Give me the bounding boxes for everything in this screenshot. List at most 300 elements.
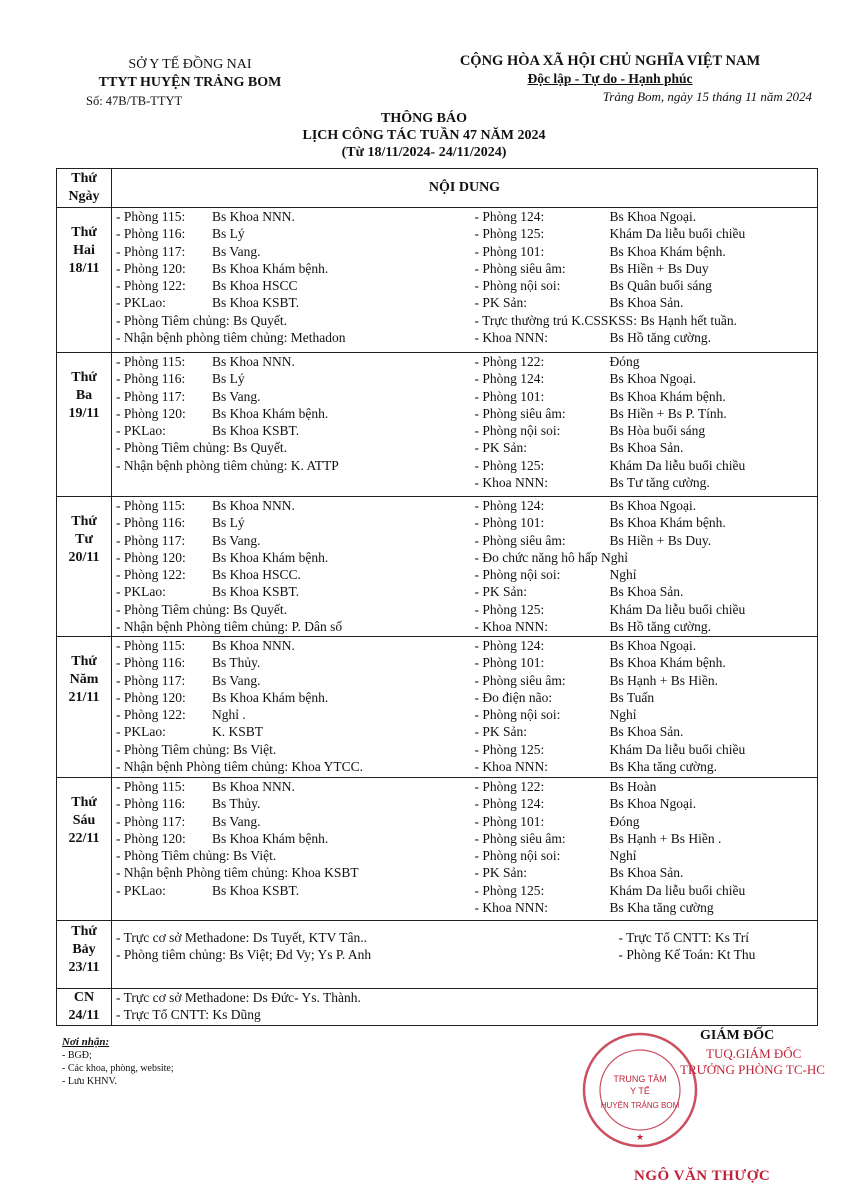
day-label-line: Năm xyxy=(69,672,99,687)
assignment-line xyxy=(116,1006,463,1023)
assignment-line xyxy=(475,830,816,847)
assignment-line xyxy=(116,672,463,689)
assignment-staff: Bs Khoa Sản. xyxy=(609,584,684,600)
assignment-staff: Bs Khoa Khám bệnh. xyxy=(212,549,329,565)
assignment-line xyxy=(475,882,816,899)
assignment-location: - Phòng 101: xyxy=(474,515,545,531)
assignment-location: - Khoa NNN: xyxy=(474,330,548,346)
assignment-location: - Phòng siêu âm: xyxy=(474,260,566,276)
assignment-location: - Trực cơ sở Methadone: Ds Tuyết, KTV Tân.. xyxy=(116,930,367,945)
right-column xyxy=(465,353,818,491)
assignment-location: - PK Sản: xyxy=(474,295,528,311)
signer-position: GIÁM ĐỐC xyxy=(700,1028,775,1043)
day-label-line: Thứ xyxy=(71,924,97,939)
assignment-staff: K. KSBT xyxy=(212,724,264,740)
assignment-line xyxy=(116,929,463,946)
assignment-line xyxy=(116,405,463,422)
assignment-staff: Bs Khoa Ngoại. xyxy=(609,371,697,387)
assignment-location: - Phòng siêu âm: xyxy=(474,532,566,548)
assignment-location: - Phòng 124: xyxy=(474,209,545,224)
recipients-block xyxy=(62,1036,174,1088)
day-label-cell xyxy=(57,778,112,921)
assignment-line xyxy=(116,654,463,671)
assignment-line xyxy=(619,929,816,946)
assignment-staff: Bs Khoa Sản. xyxy=(609,865,684,881)
assignment-line xyxy=(475,795,816,812)
assignment-location: - Phòng nội soi: xyxy=(474,278,561,294)
assignment-staff: Bs Vang. xyxy=(212,532,261,548)
recipients-title: Nơi nhận: xyxy=(62,1036,110,1048)
parent-agency: SỞ Y TẾ ĐỒNG NAI xyxy=(128,57,252,72)
assignment-location: - Phòng 125: xyxy=(474,457,545,473)
assignment-line xyxy=(116,549,463,566)
assignment-line xyxy=(475,899,816,916)
assignment-line xyxy=(475,514,816,531)
assignment-staff: Bs Khoa Sản. xyxy=(609,440,684,456)
assignment-line xyxy=(475,439,816,456)
day-label-cell xyxy=(57,497,112,637)
day-content-cell xyxy=(112,921,818,989)
assignment-line xyxy=(475,637,816,654)
assignment-staff: Bs Vang. xyxy=(212,813,261,829)
assignment-location: - PK Sản: xyxy=(474,584,528,600)
assignment-staff: Bs Thủy. xyxy=(212,796,261,812)
day-row xyxy=(57,989,818,1026)
assignment-staff: Bs Vang. xyxy=(212,672,261,688)
assignment-location: - Phòng 122: xyxy=(116,278,186,294)
left-column xyxy=(112,637,465,775)
assignment-line xyxy=(475,294,816,311)
signer-name: NGÔ VĂN THƯỢC xyxy=(634,1168,771,1184)
assignment-line xyxy=(116,758,463,775)
recipient-item: - Các khoa, phòng, website; xyxy=(62,1063,174,1074)
assignment-line xyxy=(475,778,816,795)
assignment-line xyxy=(475,243,816,260)
assignment-location: - Phòng 117: xyxy=(116,532,186,548)
assignment-location: - Phòng 101: xyxy=(474,243,545,259)
assignment-line xyxy=(116,208,463,225)
assignment-location: - Phòng 116: xyxy=(116,655,186,671)
assignment-location: - Phòng 115: xyxy=(116,354,186,369)
assignment-line xyxy=(116,439,463,456)
left-column xyxy=(112,497,465,635)
assignment-line xyxy=(475,474,816,491)
assignment-line xyxy=(116,532,463,549)
assignment-staff: Bs Khoa NNN. xyxy=(212,779,295,794)
assignment-location: - Phòng 122: xyxy=(116,707,186,723)
day-row xyxy=(57,208,818,353)
assignment-staff: Khám Da liễu buổi chiều xyxy=(609,457,746,473)
assignment-staff: Bs Hồ tăng cường. xyxy=(609,330,711,346)
assignment-location: - Phòng nội soi: xyxy=(474,707,561,723)
assignment-staff: Bs Kha tăng cường xyxy=(609,900,714,916)
assignment-location: - Nhận bệnh phòng tiêm chủng: K. ATTP xyxy=(116,457,339,473)
assignment-line xyxy=(116,882,463,899)
assignment-staff: Bs Khoa HSCC. xyxy=(212,567,301,583)
assignment-staff: Bs Khoa KSBT. xyxy=(212,295,300,311)
assignment-staff: Bs Vang. xyxy=(212,243,261,259)
assignment-line xyxy=(116,741,463,758)
assignment-line xyxy=(116,989,463,1006)
assignment-line xyxy=(475,813,816,830)
assignment-line xyxy=(475,422,816,439)
assignment-line xyxy=(475,618,816,635)
assignment-staff: Bs Hạnh + Bs Hiền. xyxy=(609,672,718,688)
assignment-location: - Trực Tổ CNTT: Ks Trí xyxy=(618,930,750,945)
assignment-location: - Phòng 124: xyxy=(474,498,545,513)
day-content-cell xyxy=(112,989,818,1026)
assignment-line xyxy=(475,847,816,864)
assignment-line xyxy=(475,260,816,277)
assignment-staff: Bs Khoa NNN. xyxy=(212,354,295,369)
assignment-location: - Đo điện não: xyxy=(474,689,553,705)
assignment-line xyxy=(116,388,463,405)
recipient-item: - BGĐ; xyxy=(62,1050,92,1061)
assignment-line xyxy=(475,654,816,671)
svg-text:Y TẾ: Y TẾ xyxy=(630,1086,650,1096)
assignment-location: - Trực Tổ CNTT: Ks Dũng xyxy=(116,1007,261,1023)
assignment-line xyxy=(475,864,816,881)
assignment-location: - Phòng 115: xyxy=(116,498,186,513)
assignment-location: - PKLao: xyxy=(116,423,166,439)
assignment-location: - Nhận bệnh Phòng tiêm chủng: P. Dân số xyxy=(116,619,343,635)
day-label-line: Thứ xyxy=(71,225,97,240)
assignment-line xyxy=(116,778,463,795)
title-line-1: THÔNG BÁO xyxy=(381,111,467,126)
assignment-line xyxy=(475,672,816,689)
assignment-location: - Phòng Tiêm chủng: Bs Việt. xyxy=(116,741,277,757)
title-line-2: LỊCH CÔNG TÁC TUẦN 47 NĂM 2024 xyxy=(302,128,546,143)
day-label-line: Hai xyxy=(73,243,95,258)
assignment-staff: Bs Tư tăng cường. xyxy=(609,475,710,491)
delegation-line-2: TRƯỞNG PHÒNG TC-HC xyxy=(680,1062,825,1077)
delegation-line-1: TUQ.GIÁM ĐỐC xyxy=(706,1046,802,1061)
assignment-location: - Phòng 120: xyxy=(116,260,186,276)
assignment-location: - Khoa NNN: xyxy=(474,759,548,775)
assignment-line xyxy=(116,260,463,277)
right-column xyxy=(465,497,818,635)
assignment-staff: Bs Khoa Ngoại. xyxy=(609,796,697,812)
assignment-line xyxy=(116,618,463,635)
assignment-line xyxy=(116,566,463,583)
assignment-staff: Bs Khoa NNN. xyxy=(212,209,295,224)
assignment-location: - Phòng 120: xyxy=(116,549,186,565)
assignment-location: - Phòng 115: xyxy=(116,209,186,224)
assignment-staff: Bs Hồ tăng cường. xyxy=(609,619,711,635)
assignment-staff: Nghỉ xyxy=(609,707,637,723)
right-column xyxy=(465,778,818,916)
national-motto: Độc lập - Tự do - Hạnh phúc xyxy=(527,71,693,86)
assignment-staff: Bs Khoa Khám bệnh. xyxy=(212,830,329,846)
assignment-staff: Bs Khoa Khám bệnh. xyxy=(212,260,329,276)
assignment-staff: Bs Hạnh + Bs Hiền . xyxy=(609,830,722,846)
assignment-staff: Bs Hiền + Bs Duy. xyxy=(609,532,712,548)
day-label-line: Thứ xyxy=(71,514,97,529)
assignment-location: - PKLao: xyxy=(116,584,166,600)
assignment-staff: Bs Lý xyxy=(212,226,245,242)
assignment-line xyxy=(116,312,463,329)
assignment-staff: Bs Kha tăng cường. xyxy=(609,759,717,775)
assignment-line xyxy=(475,277,816,294)
assignment-location: - Phòng 115: xyxy=(116,638,186,653)
assignment-location: - Phòng Kế Toán: Kt Thu xyxy=(618,947,756,963)
assignment-location: - Phòng Tiêm chủng: Bs Quyết. xyxy=(116,601,288,617)
assignment-location: - Phòng 125: xyxy=(474,741,545,757)
document-number: Số: 47B/TB-TTYT xyxy=(86,94,183,108)
assignment-location: - Phòng nội soi: xyxy=(474,848,561,864)
assignment-line xyxy=(116,457,463,474)
left-column xyxy=(112,929,465,964)
assignment-location: - PK Sản: xyxy=(474,724,528,740)
assignment-location: - Phòng 122: xyxy=(474,354,545,369)
assignment-location: - Đo chức năng hô hấp Nghỉ xyxy=(474,549,629,565)
assignment-location: - Phòng siêu âm: xyxy=(474,830,566,846)
assignment-line xyxy=(116,225,463,242)
assignment-location: - Phòng 116: xyxy=(116,796,186,812)
assignment-location: - Phòng tiêm chủng: Bs Việt; Đd Vy; Ys P. Anh xyxy=(116,947,372,963)
assignment-location: - PK Sản: xyxy=(474,440,528,456)
assignment-staff: Bs Khoa Ngoại. xyxy=(609,638,697,653)
assignment-staff: Bs Khoa Sản. xyxy=(609,724,684,740)
day-label-line: Bảy xyxy=(72,942,96,957)
assignment-line xyxy=(475,405,816,422)
svg-text:TRUNG TÂM: TRUNG TÂM xyxy=(613,1074,667,1084)
assignment-location: - Phòng siêu âm: xyxy=(474,672,566,688)
assignment-staff: Bs Lý xyxy=(212,515,245,531)
svg-text:★: ★ xyxy=(635,1132,645,1142)
assignment-line xyxy=(116,329,463,346)
assignment-staff: Khám Da liễu buổi chiều xyxy=(609,741,746,757)
assignment-line xyxy=(475,741,816,758)
assignment-line xyxy=(475,225,816,242)
assignment-location: - Phòng 120: xyxy=(116,405,186,421)
assignment-staff: Nghỉ . xyxy=(212,707,246,723)
assignment-staff: Bs Khoa KSBT. xyxy=(212,882,300,898)
assignment-staff: Khám Da liễu buổi chiều xyxy=(609,882,746,898)
title-line-3: (Từ 18/11/2024- 24/11/2024) xyxy=(341,145,507,160)
assignment-location: - Phòng 117: xyxy=(116,243,186,259)
assignment-location: - Phòng 117: xyxy=(116,672,186,688)
assignment-line xyxy=(116,813,463,830)
left-column xyxy=(112,208,465,346)
assignment-location: - Phòng 116: xyxy=(116,371,186,387)
assignment-line xyxy=(116,353,463,370)
left-column xyxy=(112,989,465,1024)
assignment-line xyxy=(475,723,816,740)
assignment-location: - Phòng 116: xyxy=(116,515,186,531)
day-label-cell xyxy=(57,989,112,1026)
assignment-location: - Phòng 120: xyxy=(116,689,186,705)
assignment-location: - Phòng siêu âm: xyxy=(474,405,566,421)
right-column xyxy=(465,208,818,346)
assignment-line xyxy=(116,370,463,387)
assignment-location: - Phòng 124: xyxy=(474,796,545,812)
assignment-line xyxy=(475,689,816,706)
assignment-staff: Bs Hiền + Bs P. Tính. xyxy=(609,405,727,421)
assignment-line xyxy=(475,388,816,405)
assignment-staff: Bs Vang. xyxy=(212,388,261,404)
day-label-line: 18/11 xyxy=(68,261,100,276)
schedule-table xyxy=(56,168,818,1026)
assignment-line xyxy=(116,830,463,847)
assignment-location: - Khoa NNN: xyxy=(474,900,548,916)
day-label-line: Sáu xyxy=(72,813,96,828)
day-label-cell xyxy=(57,353,112,497)
assignment-staff: Bs Khoa Khám bệnh. xyxy=(212,689,329,705)
assignment-line xyxy=(475,601,816,618)
assignment-staff: Bs Lý xyxy=(212,371,245,387)
svg-text:HUYỆN TRẢNG BOM: HUYỆN TRẢNG BOM xyxy=(600,1101,680,1110)
assignment-location: - Phòng nội soi: xyxy=(474,567,561,583)
assignment-location: - Phòng 101: xyxy=(474,655,545,671)
assignment-location: - Trực cơ sở Methadone: Ds Đức- Ys. Thành. xyxy=(116,990,361,1005)
assignment-line xyxy=(116,847,463,864)
assignment-staff: Nghỉ xyxy=(609,567,637,583)
assignment-line xyxy=(475,758,816,775)
day-label-line: Thứ xyxy=(71,795,97,810)
left-column xyxy=(112,353,465,491)
assignment-line xyxy=(116,864,463,881)
assignment-line xyxy=(475,329,816,346)
assignment-line xyxy=(116,706,463,723)
day-content-cell xyxy=(112,497,818,637)
assignment-line xyxy=(475,532,816,549)
assignment-line xyxy=(475,706,816,723)
assignment-location: - Phòng 124: xyxy=(474,638,545,653)
national-header-block xyxy=(400,52,820,106)
assignment-location: - Nhận bệnh Phòng tiêm chủng: Khoa YTCC. xyxy=(116,759,363,775)
assignment-location: - Nhận bệnh Phòng tiêm chủng: Khoa KSBT xyxy=(116,865,359,881)
assignment-line xyxy=(116,514,463,531)
assignment-line xyxy=(116,277,463,294)
agency-name: TTYT HUYỆN TRẢNG BOM xyxy=(98,75,282,90)
nation-title: CỘNG HÒA XÃ HỘI CHỦ NGHĨA VIỆT NAM xyxy=(459,53,761,69)
assignment-line xyxy=(475,566,816,583)
assignment-line xyxy=(475,457,816,474)
assignment-location: - Phòng Tiêm chủng: Bs Quyết. xyxy=(116,312,288,328)
assignment-staff: Đóng xyxy=(609,813,640,829)
assignment-line xyxy=(475,497,816,514)
day-row xyxy=(57,497,818,637)
assignment-staff: Bs Khoa Ngoại. xyxy=(609,209,697,224)
assignment-location: - Phòng 117: xyxy=(116,813,186,829)
assignment-line xyxy=(475,312,816,329)
document-title xyxy=(0,110,848,161)
assignment-staff: Bs Tuấn xyxy=(609,689,655,705)
day-label-line: Thứ xyxy=(71,654,97,669)
assignment-staff: Bs Hòa buổi sáng xyxy=(609,423,706,439)
assignment-location: - Khoa NNN: xyxy=(474,619,548,635)
assignment-line xyxy=(116,689,463,706)
assignment-staff: Đóng xyxy=(609,354,640,369)
assignment-location: - Phòng 125: xyxy=(474,882,545,898)
day-label-cell xyxy=(57,208,112,353)
assignment-location: - Phòng 125: xyxy=(474,226,545,242)
day-row xyxy=(57,778,818,921)
day-content-cell xyxy=(112,637,818,778)
assignment-location: - Phòng 101: xyxy=(474,388,545,404)
header-content-cell: NỘI DUNG xyxy=(112,169,818,208)
assignment-location: - Phòng 124: xyxy=(474,371,545,387)
assignment-staff: Bs Khoa NNN. xyxy=(212,498,295,513)
assignment-staff: Bs Khoa Khám bệnh. xyxy=(609,515,726,531)
assignment-staff: Bs Thủy. xyxy=(212,655,261,671)
assignment-location: - Nhận bệnh phòng tiêm chủng: Methadon xyxy=(116,330,346,346)
header-day-cell: Thứ Ngày xyxy=(57,169,112,208)
assignment-location: - PKLao: xyxy=(116,295,166,311)
assignment-staff: Khám Da liễu buổi chiều xyxy=(609,601,746,617)
right-column xyxy=(465,929,818,964)
assignment-line xyxy=(116,294,463,311)
assignment-line xyxy=(116,946,463,963)
assignment-line xyxy=(116,497,463,514)
assignment-staff: Bs Khoa Sản. xyxy=(609,295,684,311)
issuing-agency-block xyxy=(60,56,320,110)
assignment-staff: Nghỉ xyxy=(609,848,637,864)
assignment-location: - Phòng nội soi: xyxy=(474,423,561,439)
assignment-location: - Phòng 115: xyxy=(116,779,186,794)
assignment-line xyxy=(475,549,816,566)
assignment-location: - Phòng 125: xyxy=(474,601,545,617)
assignment-location: - Phòng 120: xyxy=(116,830,186,846)
assignment-location: - Phòng Tiêm chủng: Bs Việt. xyxy=(116,848,277,864)
day-label-line: CN xyxy=(73,990,95,1005)
assignment-line xyxy=(116,795,463,812)
assignment-staff: Bs Khoa Khám bệnh. xyxy=(212,405,329,421)
assignment-line xyxy=(116,637,463,654)
day-label-line: 24/11 xyxy=(68,1008,100,1023)
assignment-staff: Bs Khoa Khám bệnh. xyxy=(609,655,726,671)
assignment-line xyxy=(116,723,463,740)
assignment-location: - Khoa NNN: xyxy=(474,475,548,491)
assignment-line xyxy=(116,243,463,260)
table-header-row xyxy=(57,169,818,208)
day-row xyxy=(57,353,818,497)
assignment-line xyxy=(475,208,816,225)
assignment-location: - Phòng 117: xyxy=(116,388,186,404)
assignment-line xyxy=(116,422,463,439)
left-column xyxy=(112,778,465,916)
assignment-location: - Trực thường trú K.CSSKSS: Bs Hạnh hết tuần. xyxy=(474,312,738,328)
day-label-line: 23/11 xyxy=(68,960,100,975)
assignment-location: - Phòng 122: xyxy=(116,567,186,583)
assignment-line xyxy=(116,601,463,618)
day-content-cell xyxy=(112,353,818,497)
assignment-staff: Bs Khoa Khám bệnh. xyxy=(609,243,726,259)
day-label-line: 20/11 xyxy=(68,550,100,565)
day-label-cell xyxy=(57,921,112,989)
day-label-line: Ba xyxy=(75,388,93,403)
assignment-staff: Bs Khoa HSCC xyxy=(212,278,298,294)
assignment-staff: Bs Hiền + Bs Duy xyxy=(609,260,709,276)
assignment-line xyxy=(116,583,463,600)
assignment-staff: Bs Khoa KSBT. xyxy=(212,423,300,439)
assignment-location: - Phòng 101: xyxy=(474,813,545,829)
day-label-cell xyxy=(57,637,112,778)
assignment-line xyxy=(475,370,816,387)
assignment-staff: Bs Khoa Khám bệnh. xyxy=(609,388,726,404)
day-content-cell xyxy=(112,778,818,921)
assignment-line xyxy=(475,583,816,600)
assignment-staff: Bs Quân buổi sáng xyxy=(609,278,712,294)
assignment-location: - PKLao: xyxy=(116,724,166,740)
day-row xyxy=(57,637,818,778)
assignment-staff: Bs Khoa Ngoại. xyxy=(609,498,697,513)
day-label-line: Tư xyxy=(75,532,93,547)
day-content-cell xyxy=(112,208,818,353)
assignment-location: - PKLao: xyxy=(116,882,166,898)
day-label-line: Thứ xyxy=(71,370,97,385)
